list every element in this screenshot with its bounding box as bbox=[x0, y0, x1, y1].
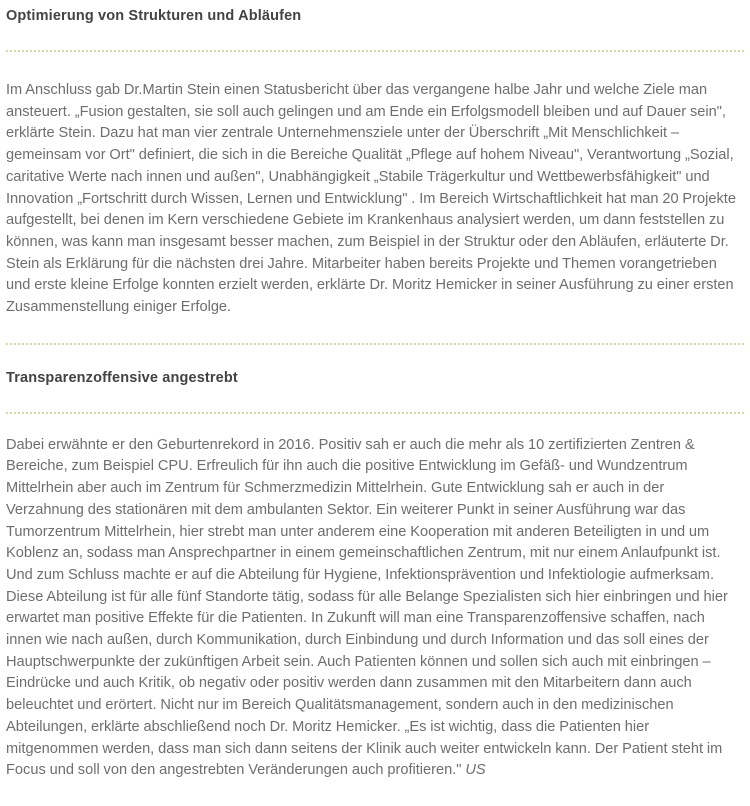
section-divider-two-top bbox=[6, 343, 744, 345]
section-paragraph-optimierung: Im Anschluss gab Dr.Martin Stein einen Statusbericht über das vergangene halbe Jahr und welche Ziele man ansteuert. „Fusion gestalten, sie soll auch gelingen und am Ende ein Erfolgsmodell bleiben und auf Dauer sein", erklärte Stein. Dazu hat man vier zentrale Unternehmensziele unter der Überschrift „Mit Menschlichkeit – gemeinsam vor Ort" definiert, die sich in die Bereiche Qualität „Pflege auf hohem Niveau", Verantwortung „Sozial, caritative Werte nach innen und außen", Unabhängigkeit „Stabile Trägerkultur und Wettbewerbsfähigkeit" und Innovation „Fortschritt durch Wissen, Lernen und Entwicklung" . Im Bereich Wirtschaftlichkeit hat man 20 Projekte aufgestellt, bei denen im Kern verschiedene Gebiete im Krankenhaus analysiert werden, um dann feststellen zu können, was kann man insgesamt besser machen, zum Beispiel in der Struktur oder den Abläufen, erläuterte Dr. Stein als Erklärung für die nächsten drei Jahre. Mitarbeiter haben bereits Projekte und Themen vorangetrieben und erste kleine Erfolge konnten erzielt werden, erklärte Dr. Moritz Hemicker in seiner Ausführung zu einer ersten Zusammenstellung einiger Erfolge. bbox=[6, 82, 736, 316]
section-one bbox=[6, 0, 744, 319]
section-heading-transparenzoffensive: Transparenzoffensive angestrebt bbox=[6, 369, 238, 386]
section-paragraph-transparenzoffensive bbox=[6, 414, 744, 782]
section-heading-optimierung: Optimierung von Strukturen und Abläufen bbox=[6, 8, 302, 24]
author-initials: US bbox=[465, 762, 486, 779]
section-paragraph-text: Dabei erwähnte er den Geburtenrekord in 2016. Positiv sah er auch die mehr als 10 zertifizierten Zentren & Bereiche, zum Beispiel CPU. Erfreulich für ihn auch die positive Entwicklung im Gefäß- und Wundzentrum Mittelrhein aber auch im Zentrum für Schmerzmedizin Mittelrhein. Gute Entwicklung sah er auch in der Verzahnung des stationären mit dem ambulanten Sektor. Ein weiterer Punkt in seiner Ausführung war das Tumorzentrum Mittelrhein, hier strebt man unter anderem eine Kooperation mit anderen Beteiligten in und um Koblenz an, sodass man Ansprechpartner in einem gemeinschaftlichen Zentrum, mit nur einem Anlaufpunkt ist. Und zum Schluss machte er auf die Abteilung für Hygiene, Infektionsprävention und Infektiologie aufmerksam. Diese Abteilung ist für alle fünf Standorte tätig, sodass für alle Belange Spezialisten sich hier einbringen und hier erwartet man positive Effekte für die Patienten. In Zukunft will man eine Transparenzoffensive schaffen, nach innen wie nach außen, durch Kommunikation, durch Einbindung und durch Information und das soll eines der Hauptschwerpunkte der zukünftigen Arbeit sein. Auch Patienten können und sollen sich auch mit einbringen – Eindrücke und auch Kritik, ob negativ oder positiv werden dann zusammen mit den Mitarbeitern dann auch beleuchtet und erörtert. Nicht nur im Bereich Qualitätsmanagement, sondern auch in den medizinischen Abteilungen, erklärte abschließend noch Dr. Moritz Hemicker. „Es ist wichtig, dass die Patienten hier mitgenommen werden, dass man sich dann seitens der Klinik auch weiter entwickeln kann. Der Patient steht im Focus und soll von den angestrebten Veränderungen auch profitieren." bbox=[6, 436, 728, 779]
section-two bbox=[6, 319, 744, 782]
